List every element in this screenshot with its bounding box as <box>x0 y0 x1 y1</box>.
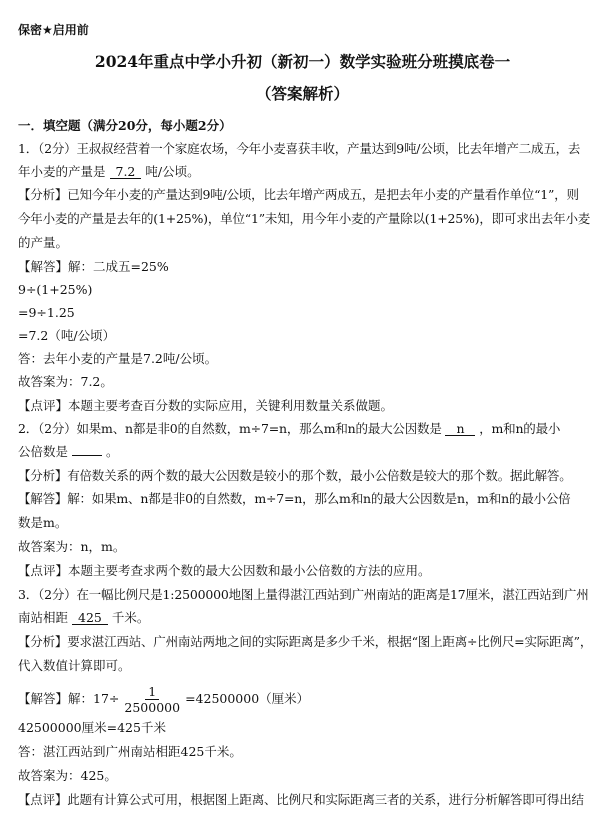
q2-analysis: 【分析】有倍数关系的两个数的最大公因数是较小的那个数，最小公倍数是较大的那个数。据此解答。 <box>18 468 572 483</box>
q2-stem-line2-pre: 公倍数是 <box>18 444 69 459</box>
q1-answer-blank: 7.2 <box>110 165 142 179</box>
q1-analysis-line3: 的产量。 <box>18 235 69 250</box>
q3-analysis-line2: 代入数值计算即可。 <box>18 658 131 673</box>
q3-solution-line <box>18 682 590 716</box>
q2-gcd-blank: n <box>445 422 475 436</box>
q3-stem-line1: 3．（2分）在一幅比例尺是1:2500000地图上量得湛江西站到广州南站的距离是17厘米，湛江西站到广州 <box>18 587 589 602</box>
q2-final-answer: 故答案为：n，m。 <box>18 539 126 554</box>
q1-answer-line: 答：去年小麦的产量是7.2吨/公顷。 <box>18 351 218 366</box>
q3-fraction-numerator: 1 <box>145 684 159 700</box>
q3-answer-line: 答：湛江西站到广州南站相距425千米。 <box>18 744 242 759</box>
q3-convert: 42500000厘米=425千米 <box>18 720 166 735</box>
q1-calc2: =9÷1.25 <box>18 305 75 320</box>
q3-analysis-line1: 【分析】要求湛江西站、广州南站两地之间的实际距离是多少千米，根据“图上距离÷比例尺=实际距离”， <box>18 634 593 649</box>
q3-comment: 【点评】此题有计算公式可用，根据图上距离、比例尺和实际距离三者的关系，进行分析解答即可得出结 <box>18 792 584 807</box>
confidential-tag: 保密★启用前 <box>18 23 89 37</box>
q2-stem-mid: ，m和n的最小 <box>479 421 561 436</box>
q1-analysis-line2: 今年小麦的产量是去年的(1+25%)，单位“1”未知，用今年小麦的产量除以(1+25%)，即可求出去年小麦 <box>18 211 591 226</box>
q3-stem-post: 千米。 <box>111 610 150 625</box>
q2-stem-pre: 2．（2分）如果m、n都是非0的自然数，m÷7=n，那么m和n的最大公因数是 <box>18 421 442 436</box>
q3-final-answer: 故答案为：425。 <box>18 768 117 783</box>
q3-answer-blank: 425 <box>72 611 108 625</box>
q1-stem-post: 吨/公顷。 <box>145 164 200 179</box>
q1-calc3: =7.2（吨/公顷） <box>18 328 116 343</box>
q1-calc1: 9÷(1+25%) <box>18 282 93 297</box>
document-subtitle: （答案解析） <box>255 84 349 103</box>
q1-stem-line1: 1．（2分）王叔叔经营着一个家庭农场，今年小麦喜获丰收，产量达到9吨/公顷，比去年增产二成五，去 <box>18 141 581 156</box>
q2-comment: 【点评】本题主要考查求两个数的最大公因数和最小公倍数的方法的应用。 <box>18 563 431 578</box>
q3-stem-pre: 南站相距 <box>18 610 69 625</box>
q1-stem-line2 <box>18 164 590 180</box>
q2-solution-line1: 【解答】解：如果m、n都是非0的自然数，m÷7=n，那么m和n的最大公因数是n，m和n的最小公倍 <box>18 491 571 506</box>
q1-final-answer: 故答案为：7.2。 <box>18 374 113 389</box>
q2-stem-line2-post: 。 <box>105 444 119 459</box>
q2-stem-line1 <box>18 421 590 437</box>
q2-solution-line2: 数是m。 <box>18 515 68 530</box>
q3-stem-line2 <box>18 610 590 626</box>
q2-stem-line2 <box>18 444 590 460</box>
q1-comment: 【点评】本题主要考查百分数的实际应用，关键利用数量关系做题。 <box>18 398 394 413</box>
q3-solution-pre: 【解答】解：17÷ <box>18 691 120 706</box>
q3-fraction-denominator: 2500000 <box>124 700 181 715</box>
document-title: 2024年重点中学小升初（新初一）数学实验班分班摸底卷一 <box>94 52 511 71</box>
q3-solution-post: =42500000（厘米） <box>185 691 310 706</box>
q1-stem-pre: 年小麦的产量是 <box>18 164 106 179</box>
section-heading: 一．填空题（满分20分，每小题2分） <box>18 118 232 133</box>
q1-analysis-line1: 【分析】已知今年小麦的产量达到9吨/公顷，比去年增产两成五，是把去年小麦的产量看作单位“1”，则 <box>18 187 579 202</box>
q2-lcm-blank <box>72 455 102 456</box>
q3-fraction <box>121 684 183 715</box>
q1-solution-line1: 【解答】解：二成五=25% <box>18 259 169 274</box>
